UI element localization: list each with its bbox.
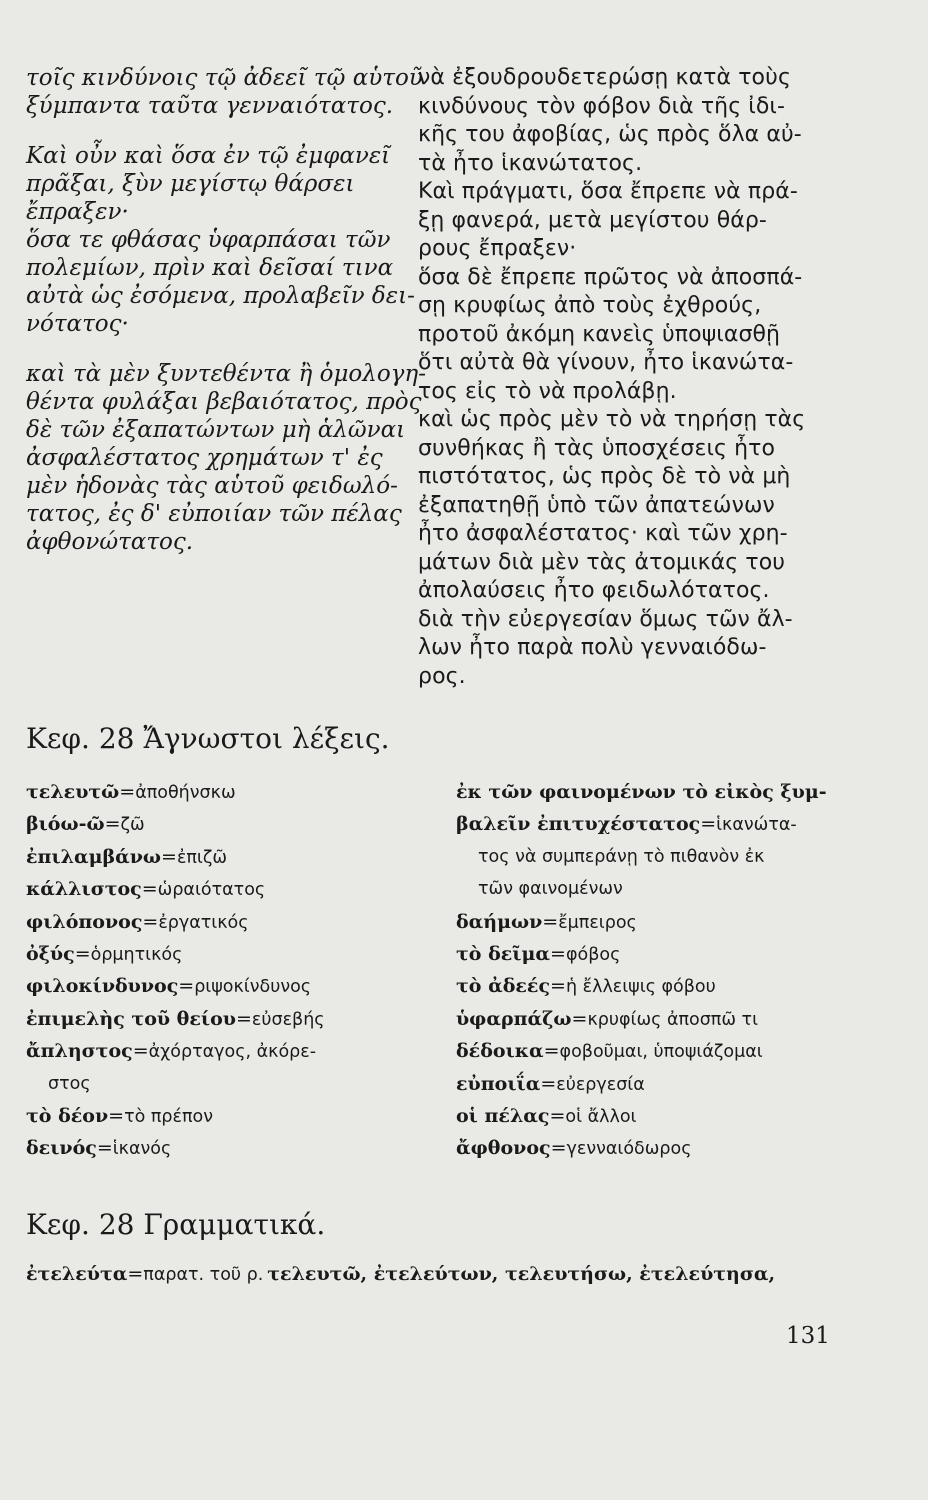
- vocab-term: κάλλιστος: [26, 878, 142, 901]
- vocab-definition: ἔμπειρος: [558, 912, 637, 933]
- equals-sign: =: [550, 1137, 567, 1160]
- vocab-entry: [26, 938, 422, 970]
- vocab-term: ἐκ τῶν φαινομένων τὸ εἰκὸς ξυμ-: [456, 781, 827, 803]
- modern-translation-column: [418, 64, 828, 691]
- vocab-definition: γενναιόδωρος: [566, 1139, 692, 1160]
- text-line: λων ἦτο παρὰ πολὺ γενναιόδω-: [418, 635, 767, 660]
- ancient-text-column: [26, 64, 426, 556]
- text-line: μὲν ἡδονὰς τὰς αὑτοῦ φειδωλό-: [26, 473, 398, 499]
- vocab-term: ἐπιμελὴς τοῦ θείου: [26, 1007, 236, 1030]
- vocab-definition: ἀχόρταγος, ἀκόρε-: [148, 1042, 317, 1063]
- equals-sign: =: [235, 1007, 252, 1030]
- vocab-entry: [26, 1003, 422, 1035]
- vocab-term: δεινός: [26, 1137, 97, 1160]
- vocab-entry: [456, 1003, 856, 1035]
- text-line: ξῃ φανερά, μετὰ μεγίστου θάρ-: [418, 207, 767, 233]
- vocab-entry: [26, 906, 422, 938]
- equals-sign: =: [108, 1104, 125, 1127]
- equals-sign: =: [74, 942, 91, 965]
- grammar-forms: τελευτῶ, ἐτελεύτων, τελευτήσω, ἐτελεύτησα,: [267, 1263, 776, 1285]
- vocab-entry: [456, 776, 856, 906]
- vocabulary-list-left: [26, 776, 422, 1165]
- text-line: ἦτο ἀσφαλέστατος· καὶ τῶν χρη-: [418, 521, 788, 546]
- text-line: ἔπραξεν·: [26, 199, 129, 225]
- ancient-paragraph: [26, 360, 426, 556]
- vocab-term: δαήμων: [456, 910, 543, 933]
- vocab-term: δέδοικα: [456, 1040, 544, 1063]
- equals-sign: =: [96, 1137, 113, 1160]
- text-line: τος εἰς τὸ νὰ προλάβῃ.: [418, 378, 677, 404]
- text-line: τοῖς κινδύνοις τῷ ἀδεεῖ τῷ αὑτοῦ: [26, 65, 423, 91]
- vocab-definition: τὸ πρέπον: [124, 1106, 214, 1127]
- text-line: συνθήκας ἢ τὰς ὑποσχέσεις ἦτο: [418, 435, 776, 461]
- text-line: ὅτι αὐτὰ θὰ γίνουν, ἦτο ἱκανώτα-: [418, 350, 794, 375]
- vocab-entry: [456, 1068, 856, 1100]
- text-line: κινδύνους τὸν φόβον διὰ τῆς ἰδι-: [418, 93, 785, 119]
- equals-sign: =: [543, 1040, 560, 1063]
- text-line: Καὶ πράγματι, ὅσα ἔπρεπε νὰ πρά-: [418, 179, 798, 204]
- equals-sign: =: [549, 1104, 566, 1127]
- text-line: θέντα φυλάξαι βεβαιότατος, πρὸς: [26, 389, 422, 415]
- text-line: τὰ ἦτο ἱκανώτατος.: [418, 150, 643, 176]
- vocab-term: τὸ ἀδεές: [456, 975, 551, 998]
- vocab-definition: οἱ ἄλλοι: [565, 1106, 637, 1127]
- text-line: Καὶ οὖν καὶ ὅσα ἐν τῷ ἐμφανεῖ: [26, 143, 391, 169]
- modern-paragraph: [418, 406, 828, 691]
- equals-sign: =: [161, 845, 177, 868]
- equals-sign: =: [127, 1263, 144, 1285]
- grammar-definition: παρατ. τοῦ ρ.: [143, 1265, 264, 1285]
- equals-sign: =: [119, 781, 136, 803]
- vocab-term: φιλόπονος: [26, 910, 143, 933]
- vocab-entry: [26, 808, 422, 840]
- text-line: πρᾶξαι, ξὺν μεγίστῳ θάρσει: [26, 171, 355, 197]
- ancient-paragraph: [26, 64, 423, 120]
- text-line: ἐξαπατηθῇ ὑπὸ τῶν ἀπατεώνων: [418, 492, 775, 518]
- vocab-definition: φόβος: [565, 944, 621, 965]
- equals-sign: =: [540, 1072, 557, 1095]
- equals-sign: =: [700, 813, 717, 836]
- vocab-definition: ζῶ: [120, 815, 145, 836]
- equals-sign: =: [542, 910, 559, 933]
- vocab-definition: κρυφίως ἀποσπῶ τι: [587, 1009, 759, 1030]
- vocab-definition: ἐπιζῶ: [176, 847, 228, 868]
- text-line: καὶ τὰ μὲν ξυντεθέντα ἢ ὁμολογη-: [26, 361, 426, 387]
- vocab-entry: [26, 776, 422, 808]
- page-number: 131: [786, 1323, 830, 1349]
- text-line: μάτων διὰ μὲν τὰς ἀτομικάς του: [418, 549, 786, 575]
- vocab-definition: ὡραιότατος: [157, 880, 266, 901]
- vocab-definition: ἡ ἔλλειψις φόβου: [565, 977, 716, 998]
- text-line: πιστότατος, ὡς πρὸς δὲ τὸ νὰ μὴ: [418, 464, 791, 489]
- vocab-definition-continued: στος: [48, 1073, 91, 1094]
- vocab-term: βιόω-ῶ: [26, 813, 105, 836]
- text-line: σῃ κρυφίως ἀπὸ τοὺς ἐχθρούς,: [418, 293, 762, 318]
- text-line: καὶ ὡς πρὸς μὲν τὸ νὰ τηρήσῃ τὰς: [418, 407, 806, 432]
- vocabulary-heading: Κεφ. 28 Ἄγνωστοι λέξεις.: [26, 722, 390, 755]
- vocab-entry: [26, 970, 422, 1002]
- text-line: ρος.: [418, 663, 466, 689]
- text-line: ὅσα τε φθάσας ὑφαρπάσαι τῶν: [26, 227, 391, 253]
- ancient-paragraph: [26, 142, 415, 338]
- grammar-line: [26, 1258, 906, 1292]
- grammar-heading: Κεφ. 28 Γραμματικά.: [26, 1208, 326, 1241]
- vocab-entry: [456, 938, 856, 970]
- vocab-entry: [456, 1100, 856, 1132]
- vocab-term: ἐπιλαμβάνω: [26, 845, 162, 868]
- vocab-term: τελευτῶ: [26, 781, 120, 803]
- text-line: κῆς του ἀφοβίας, ὡς πρὸς ὅλα αὐ-: [418, 122, 802, 147]
- text-line: προτοῦ ἀκόμη κανεὶς ὑποψιασθῇ: [418, 321, 781, 347]
- vocab-entry: [26, 841, 422, 873]
- equals-sign: =: [571, 1007, 588, 1030]
- vocab-definition: ἀποθήνσκω: [135, 783, 236, 803]
- vocab-definition: φοβοῦμαι, ὑποψιάζομαι: [559, 1042, 763, 1063]
- vocab-term: ἄφθονος: [456, 1137, 551, 1160]
- vocab-term-continued: βαλεῖν ἐπιτυχέστατος: [456, 813, 701, 836]
- equals-sign: =: [178, 975, 195, 998]
- vocab-term: οἱ πέλας: [456, 1104, 550, 1127]
- text-line: δὲ τῶν ἐξαπατώντων μὴ ἁλῶναι: [26, 417, 406, 443]
- vocab-definition-continued: τος νὰ συμπεράνῃ τὸ πιθανὸν ἐκ: [478, 846, 765, 867]
- equals-sign: =: [550, 975, 566, 998]
- vocab-entry: [456, 1035, 856, 1067]
- vocabulary-list-right: [456, 776, 856, 1165]
- vocab-definition: ἐργατικός: [158, 912, 249, 933]
- equals-sign: =: [141, 878, 158, 901]
- vocab-entry: [456, 970, 856, 1002]
- vocab-definition: ριψοκίνδυνος: [194, 977, 312, 998]
- vocab-definition: εὐεργεσία: [556, 1074, 645, 1095]
- vocab-definition: ὁρμητικός: [90, 944, 183, 965]
- text-line: ἀσφαλέστατος χρημάτων τ' ἐς: [26, 445, 383, 471]
- text-line: αὐτὰ ὡς ἐσόμενα, προλαβεῖν δει-: [26, 283, 415, 309]
- text-line: ρους ἔπραξεν·: [418, 236, 577, 261]
- text-line: ξύμπαντα ταῦτα γενναιότατος.: [26, 93, 394, 119]
- text-line: ἀπολαύσεις ἦτο φειδωλότατος.: [418, 578, 770, 603]
- vocab-term: ἄπληστος: [26, 1040, 133, 1063]
- vocab-term: τὸ δέον: [26, 1104, 109, 1127]
- text-line: διὰ τὴν εὐεργεσίαν ὅμως τῶν ἄλ-: [418, 606, 793, 632]
- vocab-definition: ἱκανός: [112, 1139, 172, 1160]
- modern-paragraph: [418, 64, 828, 178]
- vocab-entry: [456, 906, 856, 938]
- equals-sign: =: [550, 942, 566, 965]
- vocab-definition-continued: τῶν φαινομένων: [478, 879, 623, 900]
- vocab-term: ὑφαρπάζω: [456, 1007, 572, 1030]
- modern-paragraph: [418, 178, 828, 406]
- text-line: ἀφθονώτατος.: [26, 529, 194, 555]
- parallel-text: [0, 64, 928, 714]
- vocab-entry: [456, 1132, 856, 1164]
- text-line: ὅσα δὲ ἔπρεπε πρῶτος νὰ ἀποσπά-: [418, 264, 803, 290]
- vocab-term: φιλοκίνδυνος: [26, 975, 179, 998]
- equals-sign: =: [104, 813, 121, 836]
- text-line: νὰ ἐξουδρουδετερώσῃ κατὰ τοὺς: [418, 65, 791, 90]
- vocab-term: τὸ δεῖμα: [456, 942, 551, 965]
- text-line: τατος, ἐς δ' εὐποιίαν τῶν πέλας: [26, 501, 402, 527]
- equals-sign: =: [132, 1040, 149, 1063]
- equals-sign: =: [142, 910, 159, 933]
- vocab-entry: [26, 1132, 422, 1164]
- text-line: νότατος·: [26, 311, 129, 337]
- vocab-entry: [26, 1100, 422, 1132]
- text-line: πολεμίων, πρὶν καὶ δεῖσαί τινα: [26, 255, 394, 281]
- vocab-definition: εὐσεβής: [251, 1009, 325, 1030]
- vocab-entry: [26, 873, 422, 905]
- grammar-term: ἐτελεύτα: [26, 1263, 128, 1285]
- vocab-definition: ἱκανώτα-: [716, 815, 797, 836]
- vocab-term: εὐποιΐα: [456, 1072, 541, 1095]
- vocab-term: ὀξύς: [26, 942, 75, 965]
- vocab-entry: [26, 1035, 422, 1100]
